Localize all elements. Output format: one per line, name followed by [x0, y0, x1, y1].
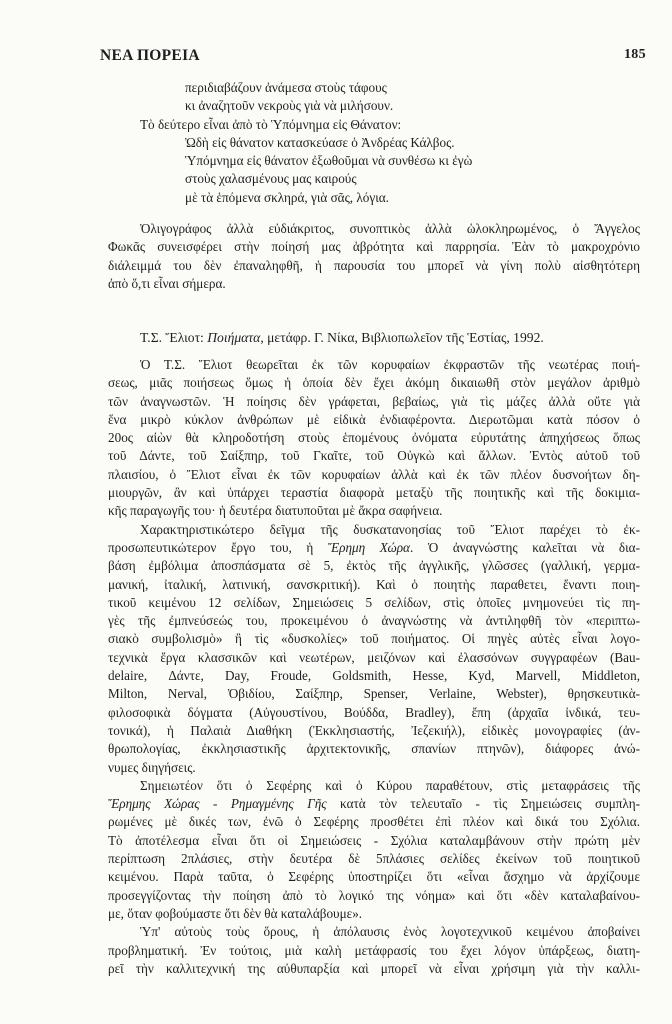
poem-excerpt	[108, 79, 640, 207]
text-line	[108, 447, 640, 465]
text-line	[108, 630, 640, 648]
text-run: μιουργῶν, ἂν καὶ ὑπάρχει τεραστία διαφορὰ μεταξὺ τῆς ποιητικῆς καὶ τῆς δοκιμια-	[108, 485, 640, 501]
text-run: 20ος αἰὼν θὰ κληροδοτήση στοὺς ἑπομένους ὀνόματα εὐρυτάτης ἀπηχήσεως ὅπως	[108, 430, 640, 446]
text-line	[108, 576, 640, 594]
text-line	[108, 722, 640, 740]
text-line: Ὀλιγογράφος ἀλλὰ εὐδιάκριτος, συνοπτικὸς ἀλλὰ ὡλοκληρωμένος, ὁ Ἄγγελος	[140, 221, 640, 236]
text-line	[108, 704, 640, 722]
text-run: Σημειωτέον ὅτι ὁ Σεφέρης καὶ ὁ Κύρου παραθέτουν, στὶς μεταφράσεις τῆς	[140, 777, 640, 793]
text-run: delaire, Δάντε, Day, Froude, Goldsmith, Hesse, Kyd, Marvell, Middleton,	[108, 668, 640, 684]
text-run: Ὑπ' αὐτοὺς τοὺς ὅρους, ἡ ἀπόλαυσις ἑνὸς λογοτεχνικοῦ κειμένου ἀποβαίνει	[140, 924, 640, 940]
text-line	[108, 539, 640, 557]
citation-publication: , μετάφρ. Γ. Νίκα, Βιβλιοπωλεῖον τῆς Ἑστίας, 1992.	[260, 330, 544, 345]
text-run: τονικά), ἡ Παλαιὰ Διαθήκη (Ἐκκλησιαστής, Ἰεζεκιήλ), εἰδικὲς μονογραφίες (ἀν-	[108, 722, 640, 738]
text-line	[108, 740, 640, 758]
text-line	[108, 777, 640, 795]
text-run: σιακὸ συμβολισμὸ» ἢ τὶς «δυσκολίες» τοῦ ποιήματος. Οἱ πηγὲς αὐτὲς εἶναι λογο-	[108, 631, 640, 647]
text-run: προσωπευτικώτερον ἔργο του, ἡ	[108, 539, 328, 555]
text-line	[108, 685, 640, 703]
text-run: τεχνικὰ ἔργα κλασσικῶν καὶ νεωτέρων, μειζόνων καὶ ἐλασσόνων συγγραφέων (Bau-	[108, 649, 640, 665]
text-run: σεως, μιᾶς ποιήσεως ὅμως ἡ ὁποία δὲν ἔχει ἀκόμη δικαιωθῆ στὸν μεγάλον ἀριθμὸ	[108, 375, 640, 391]
text-line	[108, 429, 640, 447]
text-line	[108, 795, 640, 813]
verse-line: Ὠδὴ εἰς θάνατον κατασκεύασε ὁ Ἀνδρέας Κάλβος.	[185, 134, 455, 150]
text-line	[108, 759, 640, 777]
review-paragraph	[108, 220, 640, 293]
text-run: ρεῖ τὴν καλλιτεχνική της αὐθυπαρξία καὶ μπορεῖ νὰ εἶναι χρήσιμη γιὰ τὴν καλλι-	[108, 960, 640, 976]
text-run: φιλοσοφικὰ δόγματα (Αὐγουστίνου, Βούδδα, Bradley), ἔπη (ἀρχαῖα ἰνδικά, τευ-	[108, 704, 640, 720]
review-body	[108, 356, 640, 978]
text-run: προσεγγίζοντας τὴν ποίηση ἀπὸ τὸ λογικό της νόημα» καὶ ὅτι «δὲν καταλαβαίνου-	[108, 887, 640, 903]
text-line	[108, 942, 640, 960]
text-line	[108, 887, 640, 905]
text-run: ἕνα μικρὸ κύκλον ἀνθρώπων μὲ εἰδικὰ ἐνδιαφέροντα. Διερωτῶμαι κατὰ πόσον ὁ	[108, 411, 640, 427]
text-run: πλαισίου, ὁ Ἔλιοτ εἶναι ἐκ τῶν κορυφαίων ἀλλὰ καὶ ἐκ τῶν πλέον δυσνοήτων δη-	[108, 466, 640, 482]
text-run: κατὰ τὸν τελευταῖο - τὶς Σημειώσεις συμπλη-	[326, 796, 640, 812]
text-run: τοῦ Δάντε, τοῦ Σαίξπηρ, τοῦ Γκαῖτε, τοῦ Οὐγκὼ καὶ ἄλλων. Ἐντὸς αὐτοῦ τοῦ	[108, 448, 640, 464]
text-line	[108, 667, 640, 685]
text-line: ἀπὸ ὅ,τι εἶναι σήμερα.	[108, 275, 226, 291]
text-run: . Ὁ ἀναγνώστης καλεῖται νὰ δια-	[409, 539, 640, 555]
text-line	[108, 411, 640, 429]
text-line	[108, 923, 640, 941]
text-line	[108, 356, 640, 374]
text-line	[108, 905, 640, 923]
text-run: Milton, Nerval, Ὀβιδίου, Σαίξπηρ, Spenser, Verlaine, Webster), θρησκευτικὰ-	[108, 686, 640, 702]
text-run: τῶν ἀναγνωστῶν. Ἡ ποίησις δὲν γράφεται, βεβαίως, γιὰ τὶς μάζες ἀλλὰ οὔτε γιὰ	[108, 393, 640, 409]
text-run: τικοῦ κειμένου 12 σελίδων, Σημειώσεις 5 σελίδων, στὶς ὁποῖες μνημονεύει τὶς πη-	[108, 594, 640, 610]
running-title: ΝΕΑ ΠΟΡΕΙΑ	[100, 47, 200, 64]
italic-title: Ἔρημη Χώρα	[327, 539, 410, 555]
text-run: θρωπολογίας, ἐκκλησιαστικῆς ἀρχιτεκτονικῆς, σπανίων πτηνῶν), διάφορες ἀνώ-	[108, 741, 640, 757]
text-run: προβληματική. Ἐν τούτοις, μιὰ καλὴ μετάφρασίς του ἔχει λόγον ὑπάρξεως, διατη-	[108, 942, 640, 958]
text-run: με, ὅταν φοβούμαστε ὅτι δὲν θὰ καταλάβουμε».	[108, 905, 363, 921]
text-line	[108, 521, 640, 539]
text-line: διάλειμμά του δὲν ἐπαναληφθῆ, ἡ παρουσία του μπορεῖ νὰ γίνη πολὺ αἰσθητότερη	[108, 257, 640, 273]
text-line	[108, 466, 640, 484]
text-line	[108, 813, 640, 831]
verse-line: περιδιαβάζουν ἀνάμεσα στοὺς τάφους	[185, 80, 387, 95]
text-line	[108, 502, 640, 520]
text-run: βάση ἐμβόλιμα ἀποσπάσματα σὲ 5, ἐκτὸς τῆς ἀγγλικῆς, γλῶσσες (γαλλική, γερμα-	[108, 558, 640, 574]
text-run: ρωμένες μὲ δικές των, ἐνῶ ὁ Σεφέρης προσθέτει ἐπὶ πλέον καὶ δικά του Σχόλια.	[108, 814, 640, 830]
italic-title: Ἔρημης Χώρας - Ρημαγμένης Γῆς	[108, 796, 327, 812]
page-number: 185	[624, 47, 646, 62]
verse-line: κι ἀναζητοῦν νεκροὺς γιὰ νὰ μιλήσουν.	[185, 98, 394, 114]
verse-line: Ὑπόμνημα εἰς θάνατον ἐξωθοῦμαι νὰ συνθέσω κι ἐγὼ	[185, 153, 473, 169]
text-run: κειμένου. Παρὰ ταῦτα, ὁ Σεφέρης ὑποστηρίζει ὅτι «εἶναι ἄσχημο νὰ ἀρχίζουμε	[108, 869, 640, 885]
text-line	[108, 612, 640, 630]
text-line	[108, 850, 640, 868]
book-citation	[108, 329, 672, 347]
text-run: Χαρακτηριστικώτερο δεῖγμα τῆς δυσκατανοησίας τοῦ Ἔλιοτ παρέχει τὸ ἐκ-	[140, 521, 640, 537]
text-line	[108, 832, 640, 850]
text-run: γὲς τῆς ἐμπνεύσεώς του, προκειμένου ὁ ἀναγνώστης νὰ ἀντιληφθῆ τὸν «περιπτω-	[108, 613, 640, 629]
text-run: Τὸ ἀποτέλεσμα εἶναι ὅτι οἱ Σημειώσεις - Σχόλια καταλαμβάνουν στὴν πρώτη μὲν	[108, 832, 640, 848]
text-line	[108, 557, 640, 575]
text-line	[108, 374, 640, 392]
text-run: νυμες διηγήσεις.	[108, 759, 196, 775]
text-line	[108, 594, 640, 612]
verse-line: μὲ τὰ ἑπόμενα σκληρά, γιὰ σᾶς, λόγια.	[185, 189, 389, 205]
verse-line: στοὺς χαλασμένους μας καιρούς	[185, 171, 357, 187]
text-run: περίπτωση 2πλάσιες, στὴν δευτέρα δὲ 5πλάσιες σελίδες ἐκείνων τοῦ ποιητικοῦ	[108, 851, 640, 867]
citation-title: Ποιήματα	[207, 330, 261, 345]
text-run: Ὁ Τ.Σ. Ἔλιοτ θεωρεῖται ἐκ τῶν κορυφαίων ἐκφραστῶν τῆς νεωτέρας ποιή-	[140, 357, 640, 372]
text-line	[108, 960, 640, 978]
text-line: Φωκᾶς συνεισφέρει στὴν ποίησή μας ἁβρότητα καὶ παρρησία. Ἐὰν τὸ μακροχρόνιο	[108, 239, 640, 255]
text-line	[108, 868, 640, 886]
citation-author: Τ.Σ. Ἔλιοτ:	[140, 330, 208, 345]
text-line	[108, 649, 640, 667]
prose-line: Τὸ δεύτερο εἶναι ἀπὸ τὸ Ὑπόμνημα εἰς Θάνατον:	[140, 116, 402, 132]
text-line	[108, 484, 640, 502]
text-line	[108, 393, 640, 411]
text-run: μανική, ἰταλική, λατινική, σανσκριτική). Καὶ ὁ ποιητὴς παραθετει, ἔναντι ποιη-	[108, 576, 640, 592]
text-run: κῆς παραγωγῆς του· ἡ δευτέρα διατυποῦται μὲ ἄκρα σαφήνεια.	[108, 503, 443, 519]
